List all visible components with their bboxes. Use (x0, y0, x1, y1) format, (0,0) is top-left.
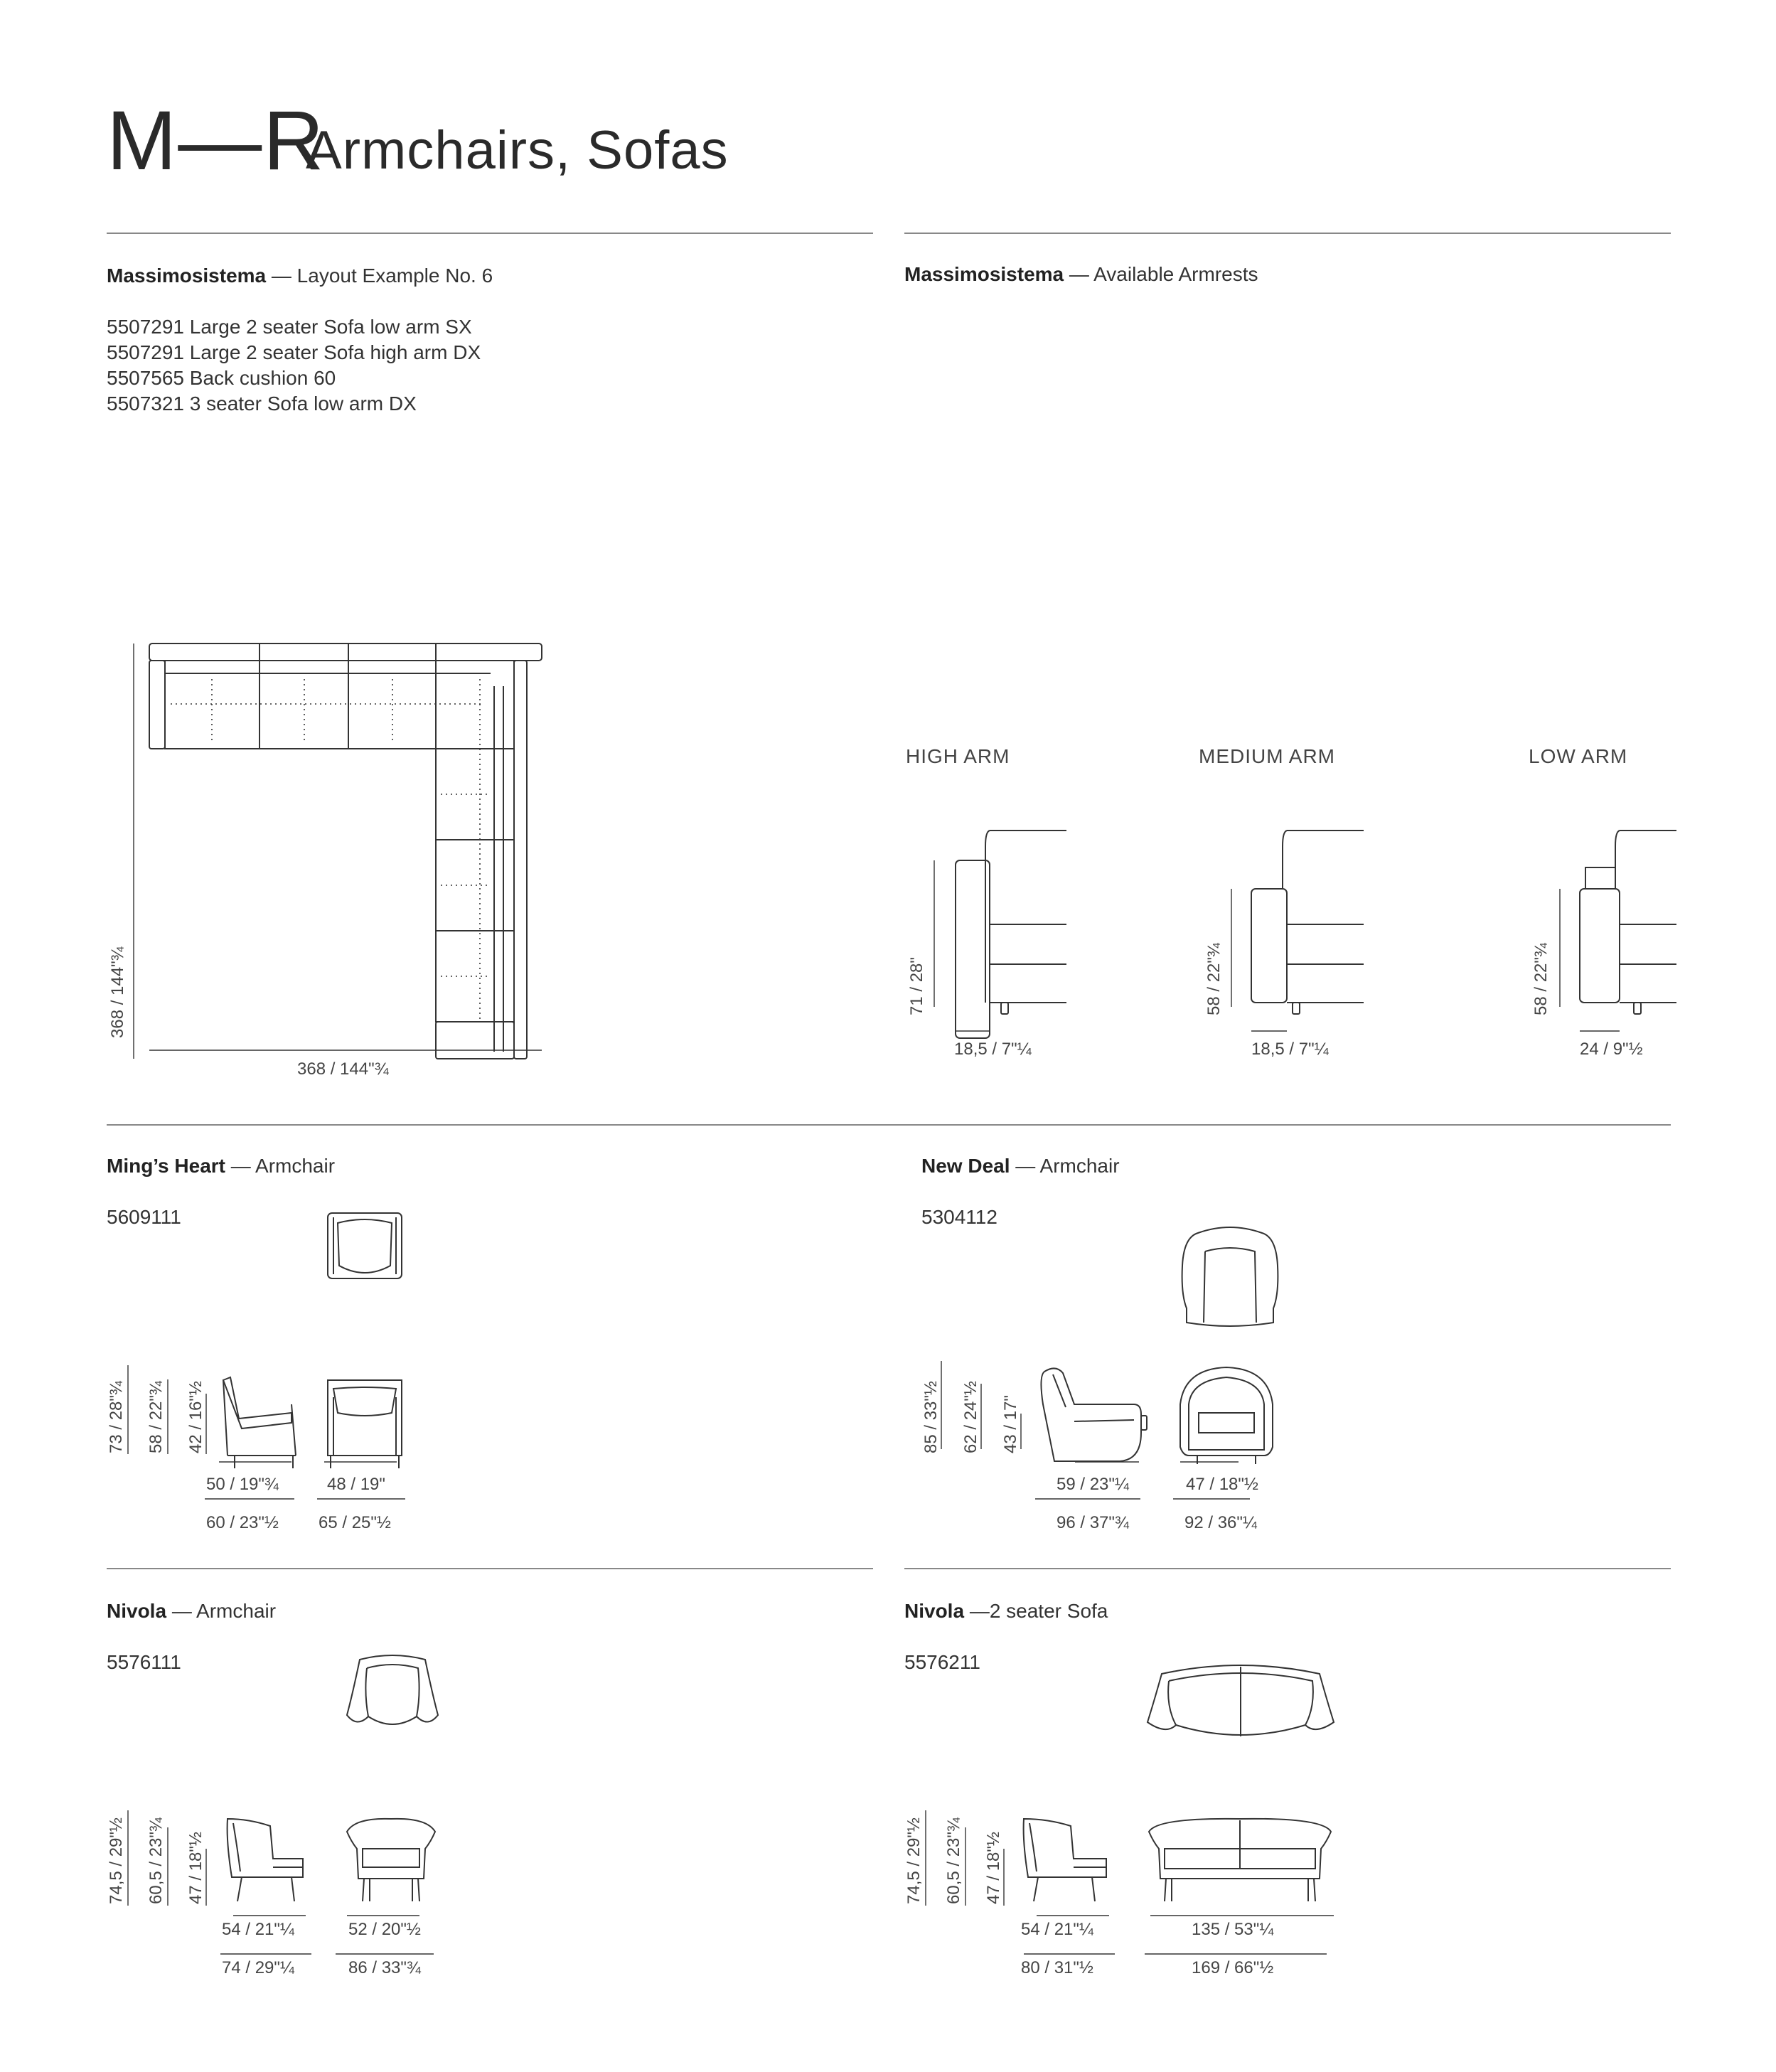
dimension-height: 58 / 22"¾ (146, 1381, 166, 1453)
armrest-label-low: LOW ARM (1529, 745, 1628, 767)
product-name: Massimosistema (107, 265, 267, 287)
dimension-width: 47 / 18"½ (1186, 1475, 1258, 1494)
medium-arm-drawing (1221, 825, 1378, 1038)
new-deal-top-view (1177, 1223, 1283, 1337)
nivola-armchair-dimension-lines (121, 1799, 448, 1977)
product-name: Ming’s Heart (107, 1155, 225, 1177)
dimension-width: 92 / 36"¼ (1184, 1513, 1257, 1532)
armrest-label-high: HIGH ARM (906, 745, 1010, 767)
dimension-depth: 59 / 23"¼ (1056, 1475, 1129, 1494)
low-arm-drawing (1536, 825, 1678, 1038)
armrest-height: 58 / 22"¾ (1204, 943, 1224, 1015)
dimension-depth: 50 / 19"¾ (206, 1475, 279, 1494)
armrest-height: 71 / 28" (907, 957, 926, 1015)
dimension-depth: 80 / 31"½ (1021, 1958, 1093, 1977)
dimension-height: 85 / 33"½ (921, 1381, 941, 1453)
dimension-height: 60,5 / 23"¾ (146, 1817, 166, 1904)
nivola-sofa-top-view (1145, 1657, 1337, 1749)
mings-heart-dimension-lines (121, 1351, 427, 1522)
dimension-height: 73 / 28"¾ (107, 1381, 126, 1453)
high-arm-drawing (924, 825, 1081, 1038)
dimension-depth: 96 / 37"¾ (1056, 1513, 1129, 1532)
product-subtitle: — Armchair (1015, 1155, 1120, 1177)
product-subtitle: — Armchair (171, 1600, 277, 1622)
dimension-width: 86 / 33"¾ (348, 1958, 421, 1977)
divider (904, 1568, 1671, 1569)
item-list (107, 314, 481, 417)
product-code: 5609111 (107, 1206, 181, 1228)
dimension-height: 43 / 17" (1001, 1395, 1020, 1453)
nivola-armchair-top-view (343, 1651, 442, 1736)
dimension-height: 74,5 / 29"½ (904, 1817, 924, 1904)
dimension-depth: 60 / 23"½ (206, 1513, 279, 1532)
divider (107, 1124, 1671, 1126)
nivola-sofa-dimension-lines (917, 1799, 1344, 1977)
product-code: 5304112 (921, 1206, 997, 1228)
dimension-width: 52 / 20"½ (348, 1920, 421, 1939)
product-name: Nivola (107, 1600, 167, 1622)
product-code: 5576211 (904, 1651, 980, 1673)
dimension-depth: 74 / 29"¼ (222, 1958, 294, 1977)
dimension-height: 62 / 24"½ (961, 1381, 980, 1453)
armrest-width: 18,5 / 7"¼ (954, 1040, 1032, 1059)
dimension-width: 368 / 144"¾ (297, 1059, 389, 1079)
dimension-width: 135 / 53"¼ (1192, 1920, 1274, 1939)
dimension-width: 48 / 19" (327, 1475, 385, 1494)
armrest-label-medium: MEDIUM ARM (1199, 745, 1335, 767)
section-heading (107, 1155, 335, 1177)
dimension-depth: 54 / 21"¼ (1021, 1920, 1093, 1939)
product-name: Nivola (904, 1600, 965, 1622)
dimension-depth: 54 / 21"¼ (222, 1920, 294, 1939)
divider (107, 1568, 873, 1569)
armrest-width: 18,5 / 7"¼ (1251, 1040, 1329, 1059)
armrest-width: 24 / 9"½ (1580, 1040, 1643, 1059)
new-deal-dimension-lines (931, 1351, 1287, 1522)
list-item: 5507321 3 seater Sofa low arm DX (107, 392, 417, 415)
dimension-height: 47 / 18"½ (984, 1832, 1003, 1904)
product-subtitle: —2 seater Sofa (969, 1600, 1108, 1622)
page-code: M—R (107, 94, 326, 188)
dimension-height: 42 / 16"½ (186, 1381, 205, 1453)
divider (107, 233, 873, 234)
product-name: New Deal (921, 1155, 1010, 1177)
product-subtitle: — Layout Example No. 6 (271, 265, 493, 287)
product-subtitle: — Armchair (230, 1155, 336, 1177)
product-code: 5576111 (107, 1651, 181, 1673)
list-item: 5507291 Large 2 seater Sofa high arm DX (107, 341, 481, 363)
armrest-height: 58 / 22"¾ (1531, 943, 1551, 1015)
section-heading (107, 265, 493, 287)
dimension-height: 60,5 / 23"¾ (944, 1817, 963, 1904)
section-heading (921, 1155, 1120, 1177)
section-heading (904, 1600, 1108, 1623)
list-item: 5507565 Back cushion 60 (107, 367, 336, 389)
dimension-height: 368 / 144"¾ (108, 946, 127, 1038)
mings-heart-top-view (323, 1209, 409, 1287)
dimension-height: 47 / 18"½ (186, 1832, 205, 1904)
layout-plan-drawing (128, 636, 555, 1063)
section-heading (107, 1600, 276, 1623)
list-item: 5507291 Large 2 seater Sofa low arm SX (107, 316, 472, 338)
divider (904, 233, 1671, 234)
dimension-height: 74,5 / 29"½ (107, 1817, 126, 1904)
dimension-width: 169 / 66"½ (1192, 1958, 1274, 1977)
dimension-width: 65 / 25"½ (319, 1513, 391, 1532)
product-name: Massimosistema (904, 263, 1064, 285)
product-subtitle: — Available Armrests (1069, 263, 1258, 285)
page-title: Armchairs, Sofas (306, 120, 729, 181)
section-heading (904, 263, 1258, 286)
